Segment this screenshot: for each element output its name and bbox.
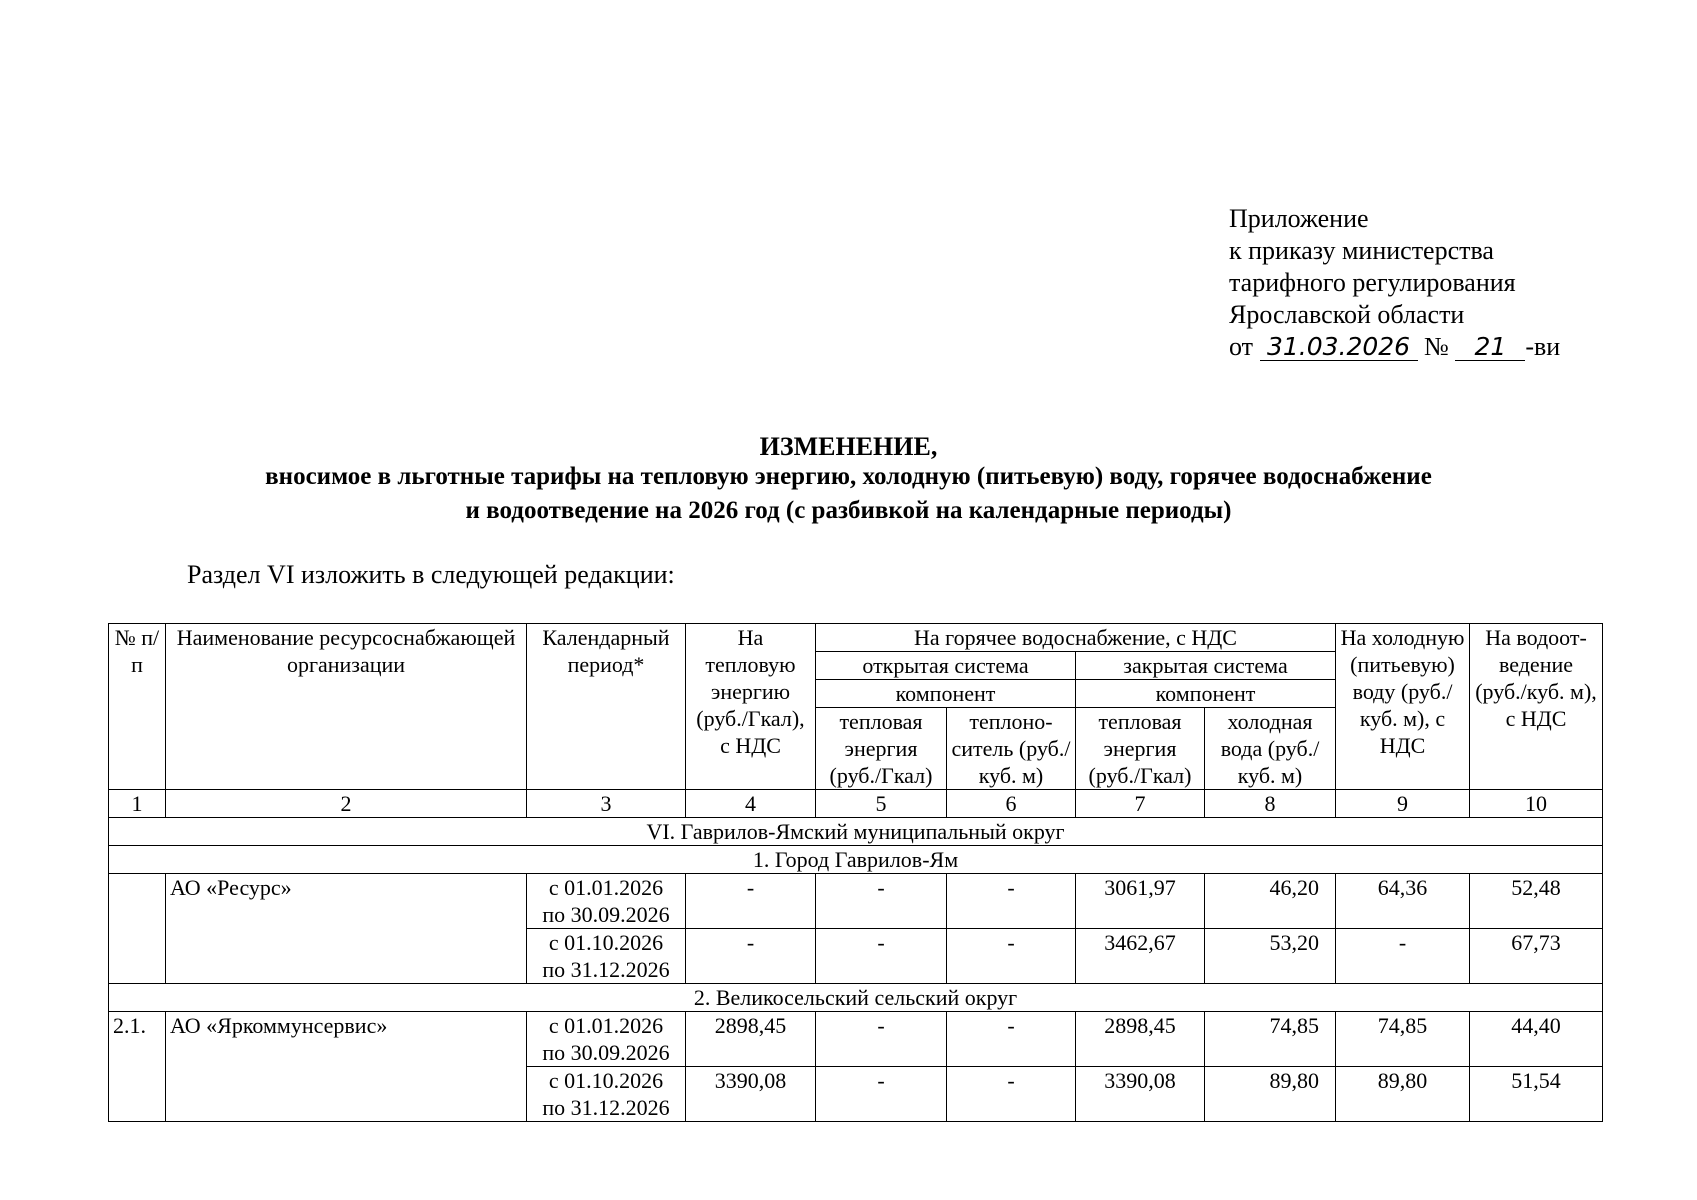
column-number-row bbox=[109, 790, 1603, 818]
closed-cold-value: 89,80 bbox=[1205, 1067, 1336, 1122]
header-cold-water: На холодную (питьевую) воду (руб./куб. м), с НДС bbox=[1336, 624, 1470, 790]
heat-value: - bbox=[686, 874, 816, 929]
order-number: 21 bbox=[1455, 334, 1525, 361]
header-open-carrier: теплоно-ситель (руб./куб. м) bbox=[947, 708, 1076, 790]
subsection-row bbox=[109, 846, 1603, 874]
document-title: ИЗМЕНЕНИЕ, bbox=[759, 432, 938, 461]
period-end: по 30.09.2026 bbox=[542, 902, 670, 927]
open-heat-value: - bbox=[816, 874, 947, 929]
closed-heat-value: 3061,97 bbox=[1076, 874, 1205, 929]
org-name: АО «Яркоммунсервис» bbox=[166, 1012, 527, 1122]
heat-value: 3390,08 bbox=[686, 1067, 816, 1122]
header-closed-heat: тепловая энергия (руб./Гкал) bbox=[1076, 708, 1205, 790]
closed-cold-value: 46,20 bbox=[1205, 874, 1336, 929]
header-component-closed: компонент bbox=[1076, 680, 1336, 708]
period-end: по 30.09.2026 bbox=[542, 1040, 670, 1065]
column-number: 6 bbox=[947, 790, 1076, 818]
header-closed-system: закрытая система bbox=[1076, 652, 1336, 680]
tariff-table bbox=[108, 623, 1603, 1122]
header-row bbox=[109, 624, 1603, 652]
period-start: с 01.10.2026 bbox=[548, 930, 664, 955]
appendix-line: тарифного регулирования bbox=[1229, 268, 1516, 297]
appendix-line: Ярославской области bbox=[1229, 300, 1465, 329]
from-prefix: от bbox=[1229, 332, 1254, 361]
header-period: Календарный период* bbox=[527, 624, 686, 790]
document-subtitle-line2: и водоотведение на 2026 год (с разбивкой на календарные периоды) bbox=[465, 497, 1232, 524]
heat-value: - bbox=[686, 929, 816, 984]
open-carrier-value: - bbox=[947, 1067, 1076, 1122]
number-sign: № bbox=[1424, 332, 1449, 361]
closed-heat-value: 3462,67 bbox=[1076, 929, 1205, 984]
header-org: Наименование ресурсоснабжающей организации bbox=[166, 624, 527, 790]
period-start: с 01.01.2026 bbox=[548, 875, 664, 900]
open-carrier-value: - bbox=[947, 929, 1076, 984]
section-row bbox=[109, 818, 1603, 846]
period-cell bbox=[527, 929, 686, 984]
period-cell bbox=[527, 1067, 686, 1122]
open-carrier-value: - bbox=[947, 1012, 1076, 1067]
header-heat: На тепловую энергию (руб./Гкал), с НДС bbox=[686, 624, 816, 790]
cold-water-value: 74,85 bbox=[1336, 1012, 1470, 1067]
open-carrier-value: - bbox=[947, 874, 1076, 929]
cold-water-value: 89,80 bbox=[1336, 1067, 1470, 1122]
closed-heat-value: 3390,08 bbox=[1076, 1067, 1205, 1122]
sewage-value: 51,54 bbox=[1470, 1067, 1603, 1122]
header-sewage: На водоот-ведение (руб./куб. м), с НДС bbox=[1470, 624, 1603, 790]
closed-cold-value: 53,20 bbox=[1205, 929, 1336, 984]
sewage-value: 44,40 bbox=[1470, 1012, 1603, 1067]
closed-heat-value: 2898,45 bbox=[1076, 1012, 1205, 1067]
row-num bbox=[109, 874, 166, 984]
column-number: 4 bbox=[686, 790, 816, 818]
header-num: № п/п bbox=[109, 624, 166, 790]
column-number: 9 bbox=[1336, 790, 1470, 818]
table-row bbox=[109, 1012, 1603, 1067]
period-start: с 01.10.2026 bbox=[548, 1068, 664, 1093]
column-number: 10 bbox=[1470, 790, 1603, 818]
period-start: с 01.01.2026 bbox=[548, 1013, 664, 1038]
column-number: 5 bbox=[816, 790, 947, 818]
subsection-title: 2. Великосельский сельский округ bbox=[109, 984, 1603, 1012]
column-number: 1 bbox=[109, 790, 166, 818]
table-row bbox=[109, 874, 1603, 929]
period-cell bbox=[527, 1012, 686, 1067]
section-note: Раздел VI изложить в следующей редакции: bbox=[187, 560, 675, 589]
appendix-line: Приложение bbox=[1229, 204, 1369, 233]
header-hot-water: На горячее водоснабжение, с НДС bbox=[816, 624, 1336, 652]
org-name: АО «Ресурс» bbox=[166, 874, 527, 984]
row-num: 2.1. bbox=[109, 1012, 166, 1122]
cold-water-value: - bbox=[1336, 929, 1470, 984]
order-reference bbox=[1229, 331, 1560, 363]
open-heat-value: - bbox=[816, 929, 947, 984]
appendix-block bbox=[1229, 203, 1560, 363]
header-component-open: компонент bbox=[816, 680, 1076, 708]
appendix-line: к приказу министерства bbox=[1229, 236, 1494, 265]
period-end: по 31.12.2026 bbox=[542, 957, 670, 982]
section-title: VI. Гаврилов-Ямский муниципальный округ bbox=[109, 818, 1603, 846]
period-cell bbox=[527, 874, 686, 929]
sewage-value: 67,73 bbox=[1470, 929, 1603, 984]
open-heat-value: - bbox=[816, 1067, 947, 1122]
document-subtitle-line1: вносимое в льготные тарифы на тепловую энергию, холодную (питьевую) воду, горячее водоснабжение bbox=[265, 463, 1432, 490]
header-open-system: открытая система bbox=[816, 652, 1076, 680]
column-number: 2 bbox=[166, 790, 527, 818]
column-number: 3 bbox=[527, 790, 686, 818]
heat-value: 2898,45 bbox=[686, 1012, 816, 1067]
sewage-value: 52,48 bbox=[1470, 874, 1603, 929]
number-suffix: -ви bbox=[1525, 332, 1561, 361]
order-date: 31.03.2026 bbox=[1260, 334, 1418, 361]
subsection-title: 1. Город Гаврилов-Ям bbox=[109, 846, 1603, 874]
header-open-heat: тепловая энергия (руб./Гкал) bbox=[816, 708, 947, 790]
column-number: 7 bbox=[1076, 790, 1205, 818]
cold-water-value: 64,36 bbox=[1336, 874, 1470, 929]
closed-cold-value: 74,85 bbox=[1205, 1012, 1336, 1067]
column-number: 8 bbox=[1205, 790, 1336, 818]
subsection-row bbox=[109, 984, 1603, 1012]
header-closed-cold: холодная вода (руб./куб. м) bbox=[1205, 708, 1336, 790]
period-end: по 31.12.2026 bbox=[542, 1095, 670, 1120]
open-heat-value: - bbox=[816, 1012, 947, 1067]
